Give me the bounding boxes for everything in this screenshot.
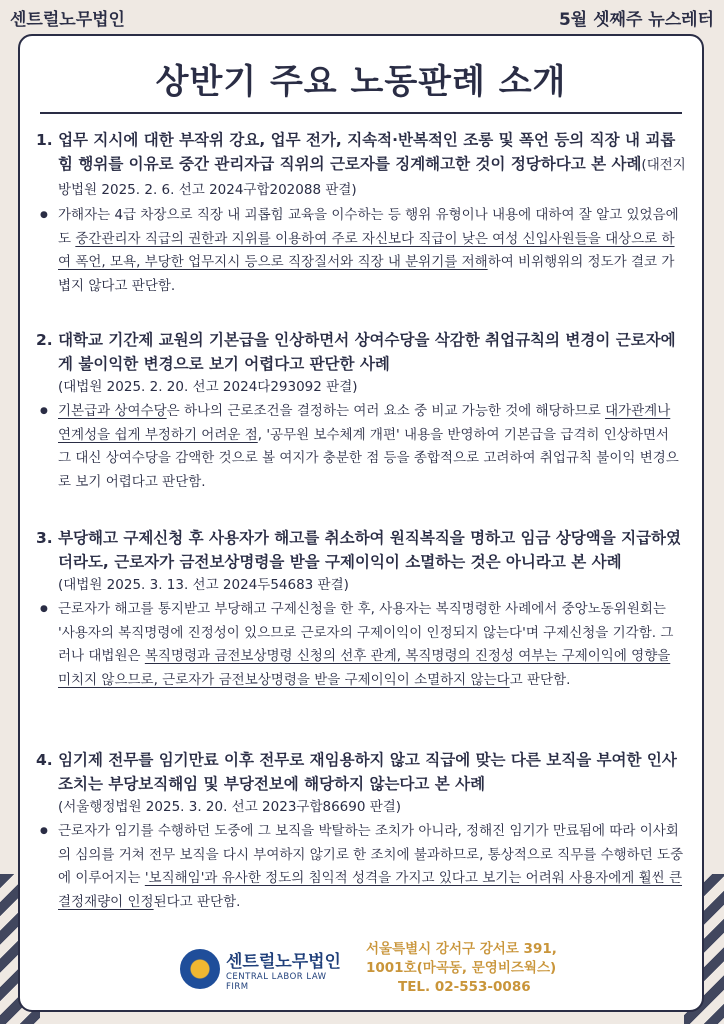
summary-text: 고 판단함.: [509, 671, 571, 688]
logo-korean-name: 센트럴노무법인: [226, 951, 341, 972]
summary-underlined-text: '보직해임'과 유사한 정도의 침익적 성격을 가지고 있다고 보기는 어려워 사용자에게 훨씬 큰 결정재량이 인정: [58, 870, 682, 910]
summary-text: 근로자가 해고를 통지받고 부당해고 구제신청을 한 후, 사용자는 복직명령한 사례에서 중앙노동위원회는 '사용자의 복직명령에 진정성이 있으므로 근로자의 구제이익이 인정되지 않는다'며 구제신청을 기각함. 그러나 대법원은: [58, 601, 674, 664]
case-section-2: [36, 328, 686, 494]
case-section-3: [36, 526, 686, 692]
address-line-1: 서울특별시 강서구 강서로 391,: [366, 941, 557, 957]
summary-text: 하여 비위행위의 정도가 결코 가볍지 않다고 판단함.: [58, 254, 675, 294]
top-bar: [0, 0, 724, 34]
firm-emblem-icon: [180, 949, 220, 989]
case-heading: 2. 대학교 기간제 교원의 기본급을 인상하면서 상여수당을 삭감한 취업규칙의 변경이 근로자에게 불이익한 변경으로 보기 어렵다고 판단한 사례: [36, 331, 676, 373]
telephone: TEL. 02-553-0086: [398, 979, 531, 995]
case-heading: 1. 업무 지시에 대한 부작위 강요, 업무 전가, 지속적·반복적인 조롱 및 폭언 등의 직장 내 괴롭힘 행위를 이유로 중간 관리자급 직위의 근로자를 징계해고한 것이 정당하다고 본 사례: [36, 131, 676, 173]
summary-text: , '공무원 보수체계 개편' 내용을 반영하여 기본급을 급격히 인상하면서 그 대신 상여수당을 감액한 것으로 볼 여지가 충분한 점 등을 종합적으로 고려하여 취업규칙 불이익 변경으로 보기 어렵다고 판단함.: [58, 426, 679, 490]
summary-text: 은 하나의 근로조건을 결정하는 여러 요소 중 비교 가능한 것에 해당하므로: [166, 403, 606, 419]
summary-text: 가해자는 4급 차장으로 직장 내 괴롭힘 교육을 이수하는 등 행위 유형이나 내용에 대하여 잘 알고 있었음에도: [58, 207, 679, 247]
case-summary: [36, 204, 686, 298]
case-heading: 3. 부당해고 구제신청 후 사용자가 해고를 취소하여 원직복직을 명하고 임금 상당액을 지급하였더라도, 근로자가 금전보상명령을 받을 구제이익이 소멸하는 것은 아니라고 본 사례: [36, 529, 682, 571]
case-section-1: [36, 128, 686, 298]
summary-text: 된다고 판단함.: [153, 893, 241, 910]
summary-underlined-text: 대가관계나 연계성을 쉽게 부정하기 어려운 점: [58, 403, 671, 443]
firm-name: 센트럴노무법인: [10, 9, 125, 30]
footer: [20, 938, 702, 1002]
case-section-4: [36, 748, 686, 914]
summary-underlined-text: 중간관리자 직급의 권한과 지위를 이용하여 주로 자신보다 직급이 낮은 여성 신입사원들을 대상으로 하여 폭언, 모욕, 부당한 업무지시 등으로 직장질서와 직장 내 분위기를 저해: [58, 230, 675, 270]
summary-text: 근로자가 임기를 수행하던 도중에 그 보직을 박탈하는 조치가 아니라, 정해진 임기가 만료됨에 따라 이사회의 심의를 거쳐 전무 보직을 다시 부여하지 않기로 한 조치에 불과하므로, 통상적으로 직무를 수행하던 도중에 이루어지는: [58, 823, 684, 886]
firm-address: [366, 940, 557, 997]
case-citation: (대법원 2025. 2. 20. 선고 2024다293092 판결): [58, 379, 358, 395]
summary-underlined-text: 복직명령과 금전보상명령 신청의 선후 관계, 복직명령의 진정성 여부는 구제이익에 영향을 미치지 않으므로, 근로자가 금전보상명령을 받을 구제이익이 소멸하지 않는다: [58, 648, 671, 688]
page-title: 상반기 주요 노동판례 소개: [155, 62, 567, 102]
newsletter-card: [18, 34, 704, 1012]
case-citation: (서울행정법원 2025. 3. 20. 선고 2023구합86690 판결): [58, 799, 402, 815]
summary-underlined-text: 기본급과 상여수당: [58, 403, 167, 419]
case-citation: (대전지방법원 2025. 2. 6. 선고 2024구합202088 판결): [58, 157, 686, 198]
case-heading: 4. 임기제 전무를 임기만료 이후 전무로 재임용하지 않고 직급에 맞는 다른 보직을 부여한 인사조치는 부당보직해임 및 부당전보에 해당하지 않는다고 본 사례: [36, 751, 677, 793]
address-line-2: 1001호(마곡동, 문영비즈웍스): [366, 960, 557, 976]
title-divider: [40, 112, 682, 114]
newsletter-issue: 5월 셋째주 뉴스레터: [558, 9, 714, 30]
case-citation: (대법원 2025. 3. 13. 선고 2024두54683 판결): [58, 577, 349, 593]
case-summary: [36, 400, 686, 494]
firm-logo: [180, 944, 350, 994]
case-summary: [36, 598, 686, 692]
logo-english-name: CENTRAL LABOR LAW FIRM: [226, 971, 327, 992]
case-summary: [36, 820, 686, 914]
